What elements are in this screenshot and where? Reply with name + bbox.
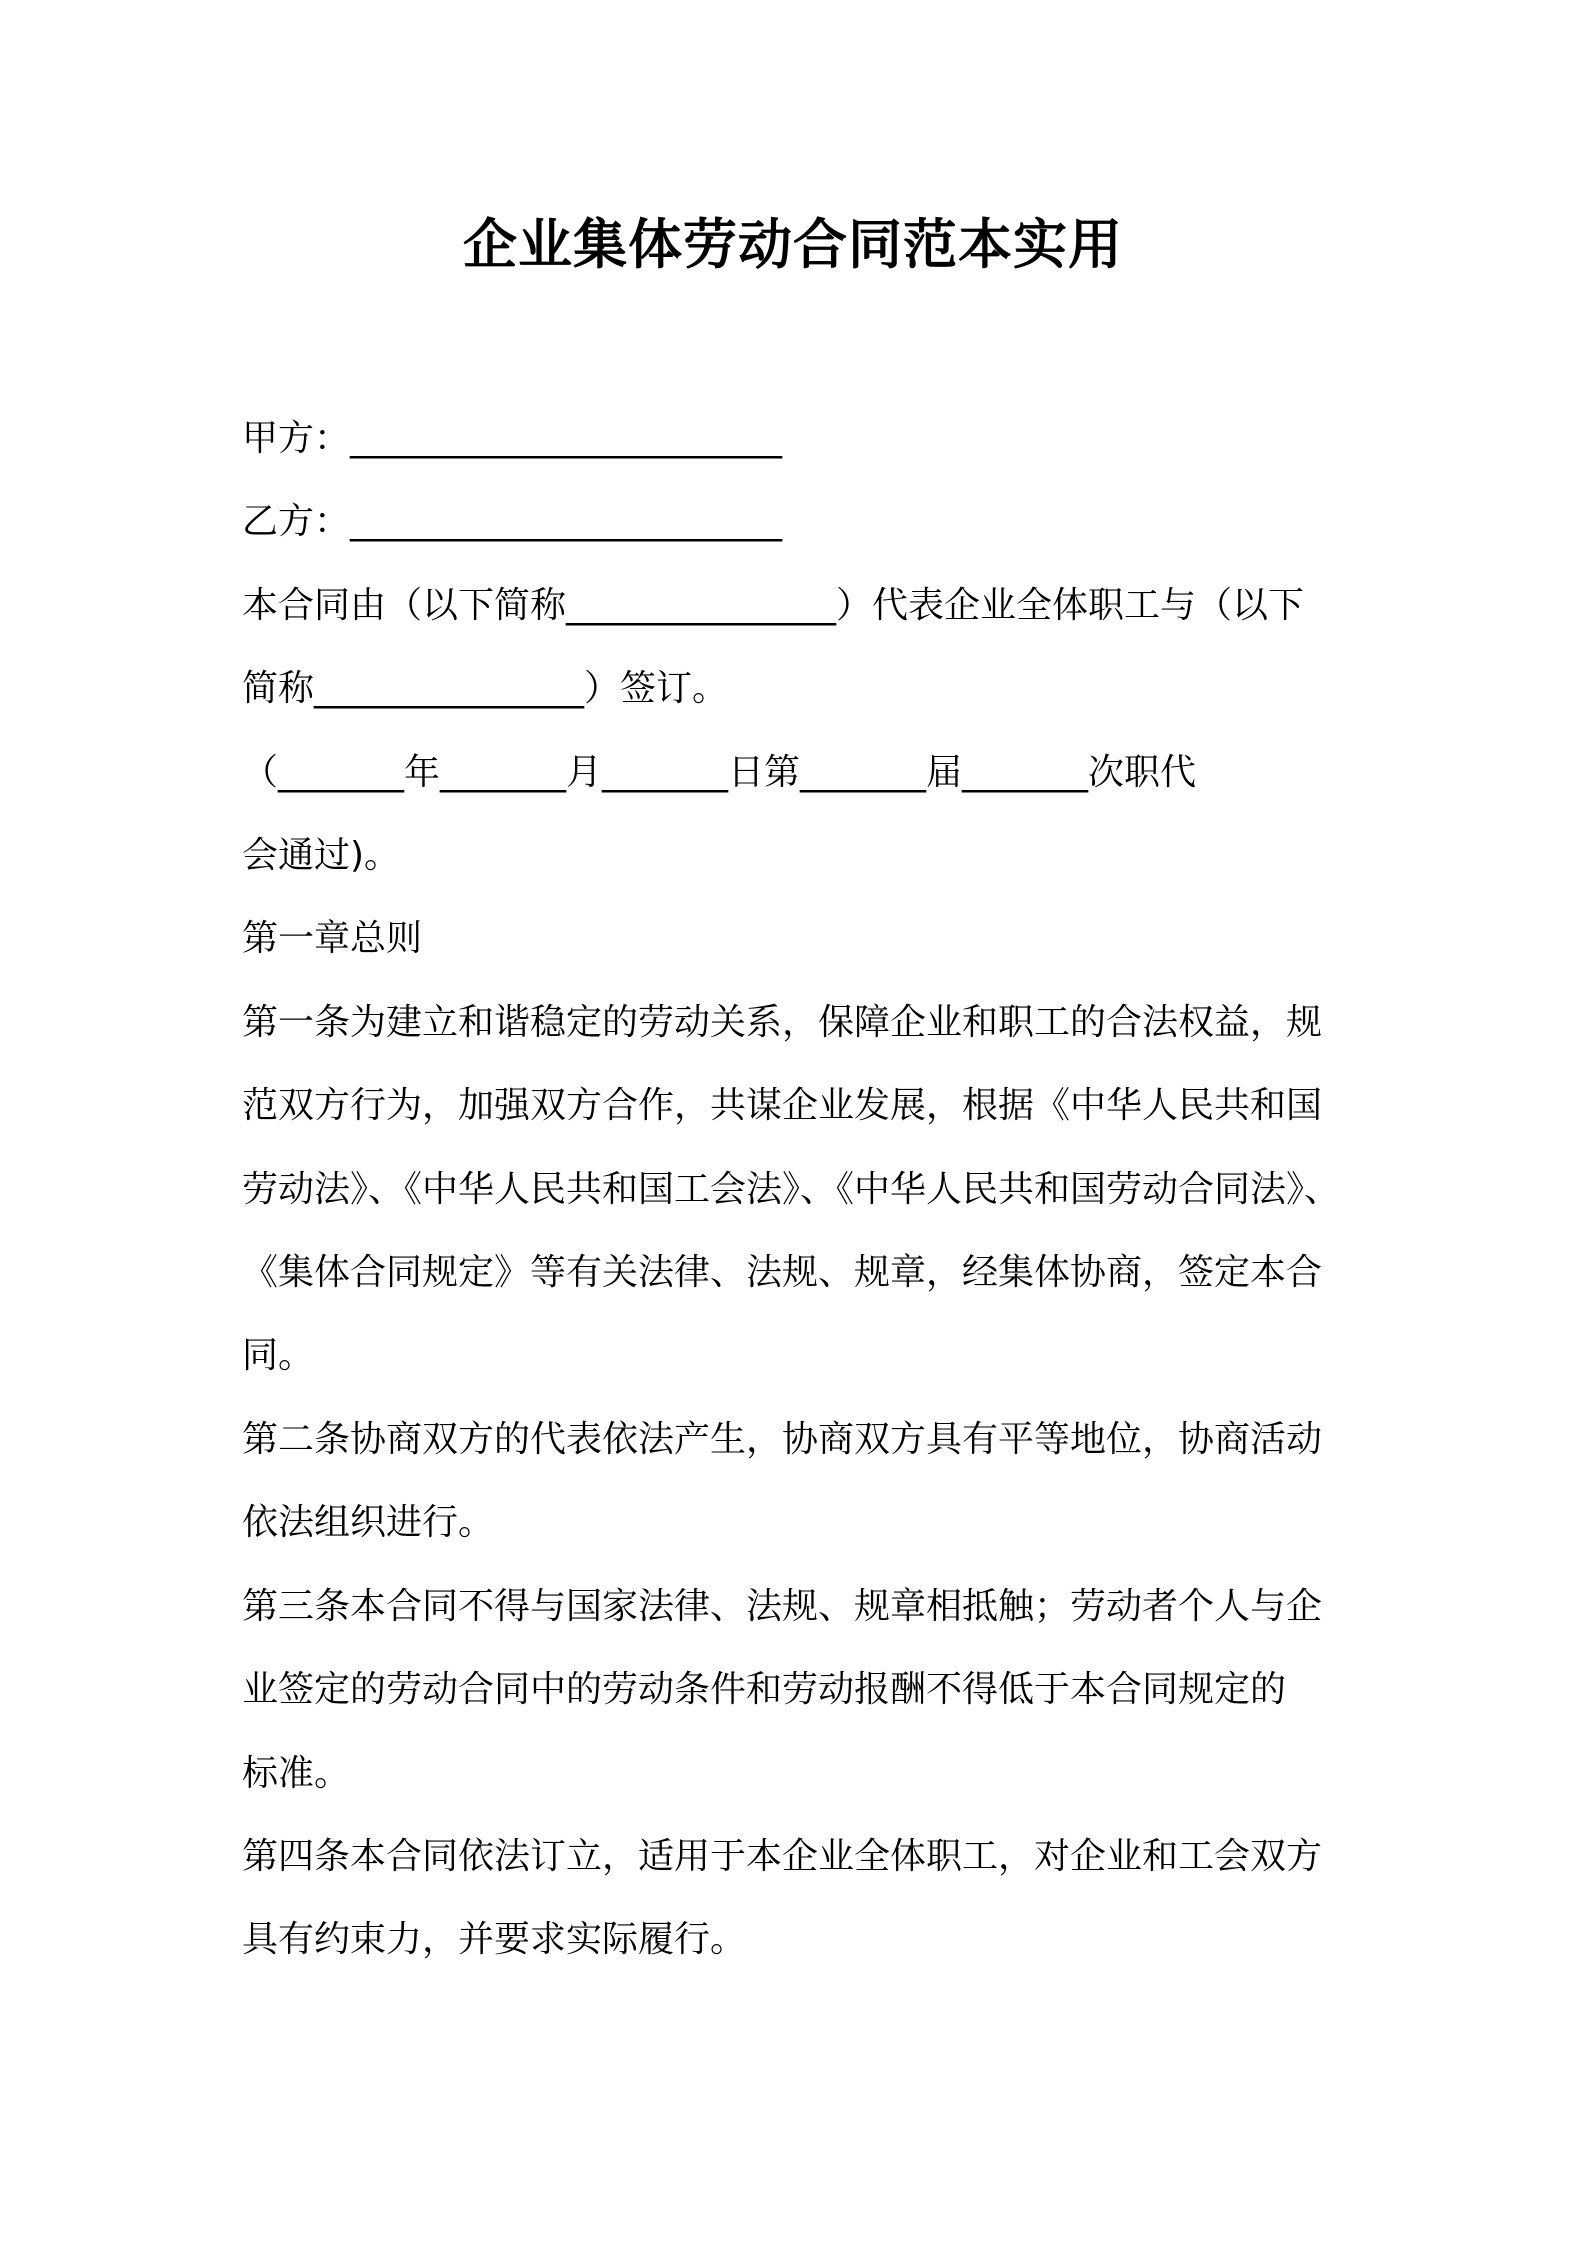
- document-title: 企业集体劳动合同范本实用: [463, 213, 1123, 276]
- article-4-line-1: 第四条本合同依法订立，适用于本企业全体职工，对企业和工会双方: [242, 1835, 1323, 1877]
- approval-line-2: 会通过)。: [242, 835, 401, 877]
- party-a-line: 甲方：________________________: [242, 418, 783, 459]
- article-1-line-4: 《集体合同规定》等有关法律、法规、规章，经集体协商，签定本合: [242, 1252, 1323, 1294]
- article-2-line-2: 依法组织进行。: [242, 1502, 495, 1544]
- intro-line-1: 本合同由（以下简称_______________）代表企业全体职工与（以下: [242, 584, 1305, 626]
- article-3-line-1: 第三条本合同不得与国家法律、法规、规章相抵触；劳动者个人与企: [242, 1585, 1323, 1627]
- article-1-line-1: 第一条为建立和谐稳定的劳动关系，保障企业和职工的合法权益，规: [242, 1001, 1323, 1043]
- document-body: [242, 397, 1362, 1982]
- article-3-line-3: 标准。: [242, 1752, 351, 1794]
- chapter-heading: 第一章总则: [242, 918, 423, 960]
- party-b-line: 乙方：________________________: [242, 501, 783, 543]
- article-2-line-1: 第二条协商双方的代表依法产生，协商双方具有平等地位，协商活动: [242, 1418, 1323, 1460]
- article-1-line-2: 范双方行为，加强双方合作，共谋企业发展，根据《中华人民共和国: [242, 1085, 1323, 1127]
- article-3-line-2: 业签定的劳动合同中的劳动条件和劳动报酬不得低于本合同规定的: [242, 1669, 1287, 1711]
- article-1-line-5: 同。: [242, 1335, 315, 1377]
- article-4-line-2: 具有约束力，并要求实际履行。: [242, 1919, 747, 1961]
- approval-line-1: （_______年_______月_______日第_______届_______次职代: [242, 751, 1197, 793]
- article-1-line-3: 劳动法》、《中华人民共和国工会法》、《中华人民共和国劳动合同法》、: [242, 1168, 1341, 1210]
- intro-line-2: 简称_______________）签订。: [242, 668, 729, 710]
